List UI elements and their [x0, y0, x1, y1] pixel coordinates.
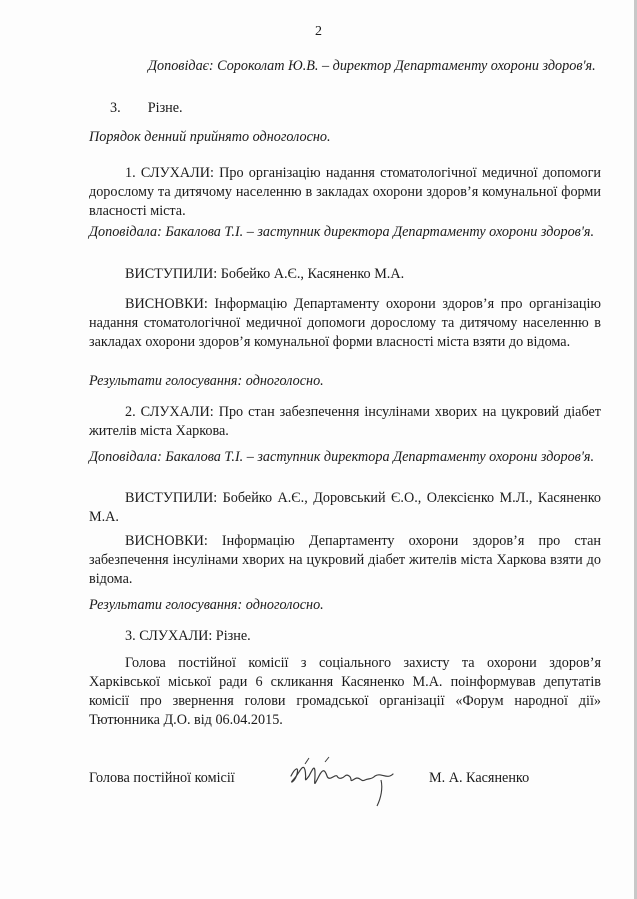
agenda-item-number: 3. [110, 100, 121, 116]
section-2-conclusions: ВИСНОВКИ: Інформацію Департаменту охорони здоров’я про стан забезпечення інсулінами хворих на цукровий діабет жителів міста Харкова взяти до відома. [89, 533, 601, 587]
signature-row [89, 770, 601, 810]
section-3-heard: 3. СЛУХАЛИ: Різне. [125, 628, 251, 644]
reporter-line: Доповідає: Сороколат Ю.В. – директор Департаменту охорони здоров'я. [148, 58, 596, 74]
handwritten-signature [285, 754, 415, 814]
section-2-reporter: Доповідала: Бакалова Т.І. – заступник директора Департаменту охорони здоров'я. [89, 449, 595, 465]
page-number: 2 [315, 24, 322, 39]
signature-name: М. А. Касяненко [429, 770, 530, 786]
section-1-reporter: Доповідала: Бакалова Т.І. – заступник директора Департаменту охорони здоров'я. [89, 224, 595, 240]
section-2-heard: 2. СЛУХАЛИ: Про стан забезпечення інсулінами хворих на цукровий діабет жителів міста Харкова. [89, 404, 601, 439]
section-2-speakers: ВИСТУПИЛИ: Бобейко А.Є., Доровський Є.О., Олексієнко М.Л., Касяненко М.А. [89, 490, 601, 525]
section-2-vote: Результати голосування: одноголосно. [89, 597, 324, 613]
agenda-item-3 [110, 99, 410, 118]
section-3-text: Голова постійної комісії з соціального захисту та охорони здоров’я Харківської міської ради 6 скликання Касяненко М.А. поінформував депутатів комісії про звернення голови громадської організації «Форум народної дії» Тютюнника Д.О. від 06.04.2015. [89, 655, 601, 728]
agenda-item-text: Різне. [147, 100, 183, 116]
agenda-adopted-note: Порядок денний прийнято одноголосно. [89, 129, 331, 145]
signature-label: Голова постійної комісії [89, 770, 235, 786]
section-1-conclusions: ВИСНОВКИ: Інформацію Департаменту охорони здоров’я про організацію надання стоматологічної медичної допомоги дорослому та дитячому населенню в закладах охорони здоров’я комунальної форми власності міста взяти до відома. [89, 296, 601, 350]
section-1-vote: Результати голосування: одноголосно. [89, 373, 324, 389]
section-1-heard: 1. СЛУХАЛИ: Про організацію надання стоматологічної медичної допомоги дорослому та дитячому населенню в закладах охорони здоров’я комунальної форми власності міста. [89, 165, 601, 219]
section-1-speakers: ВИСТУПИЛИ: Бобейко А.Є., Касяненко М.А. [125, 266, 405, 282]
